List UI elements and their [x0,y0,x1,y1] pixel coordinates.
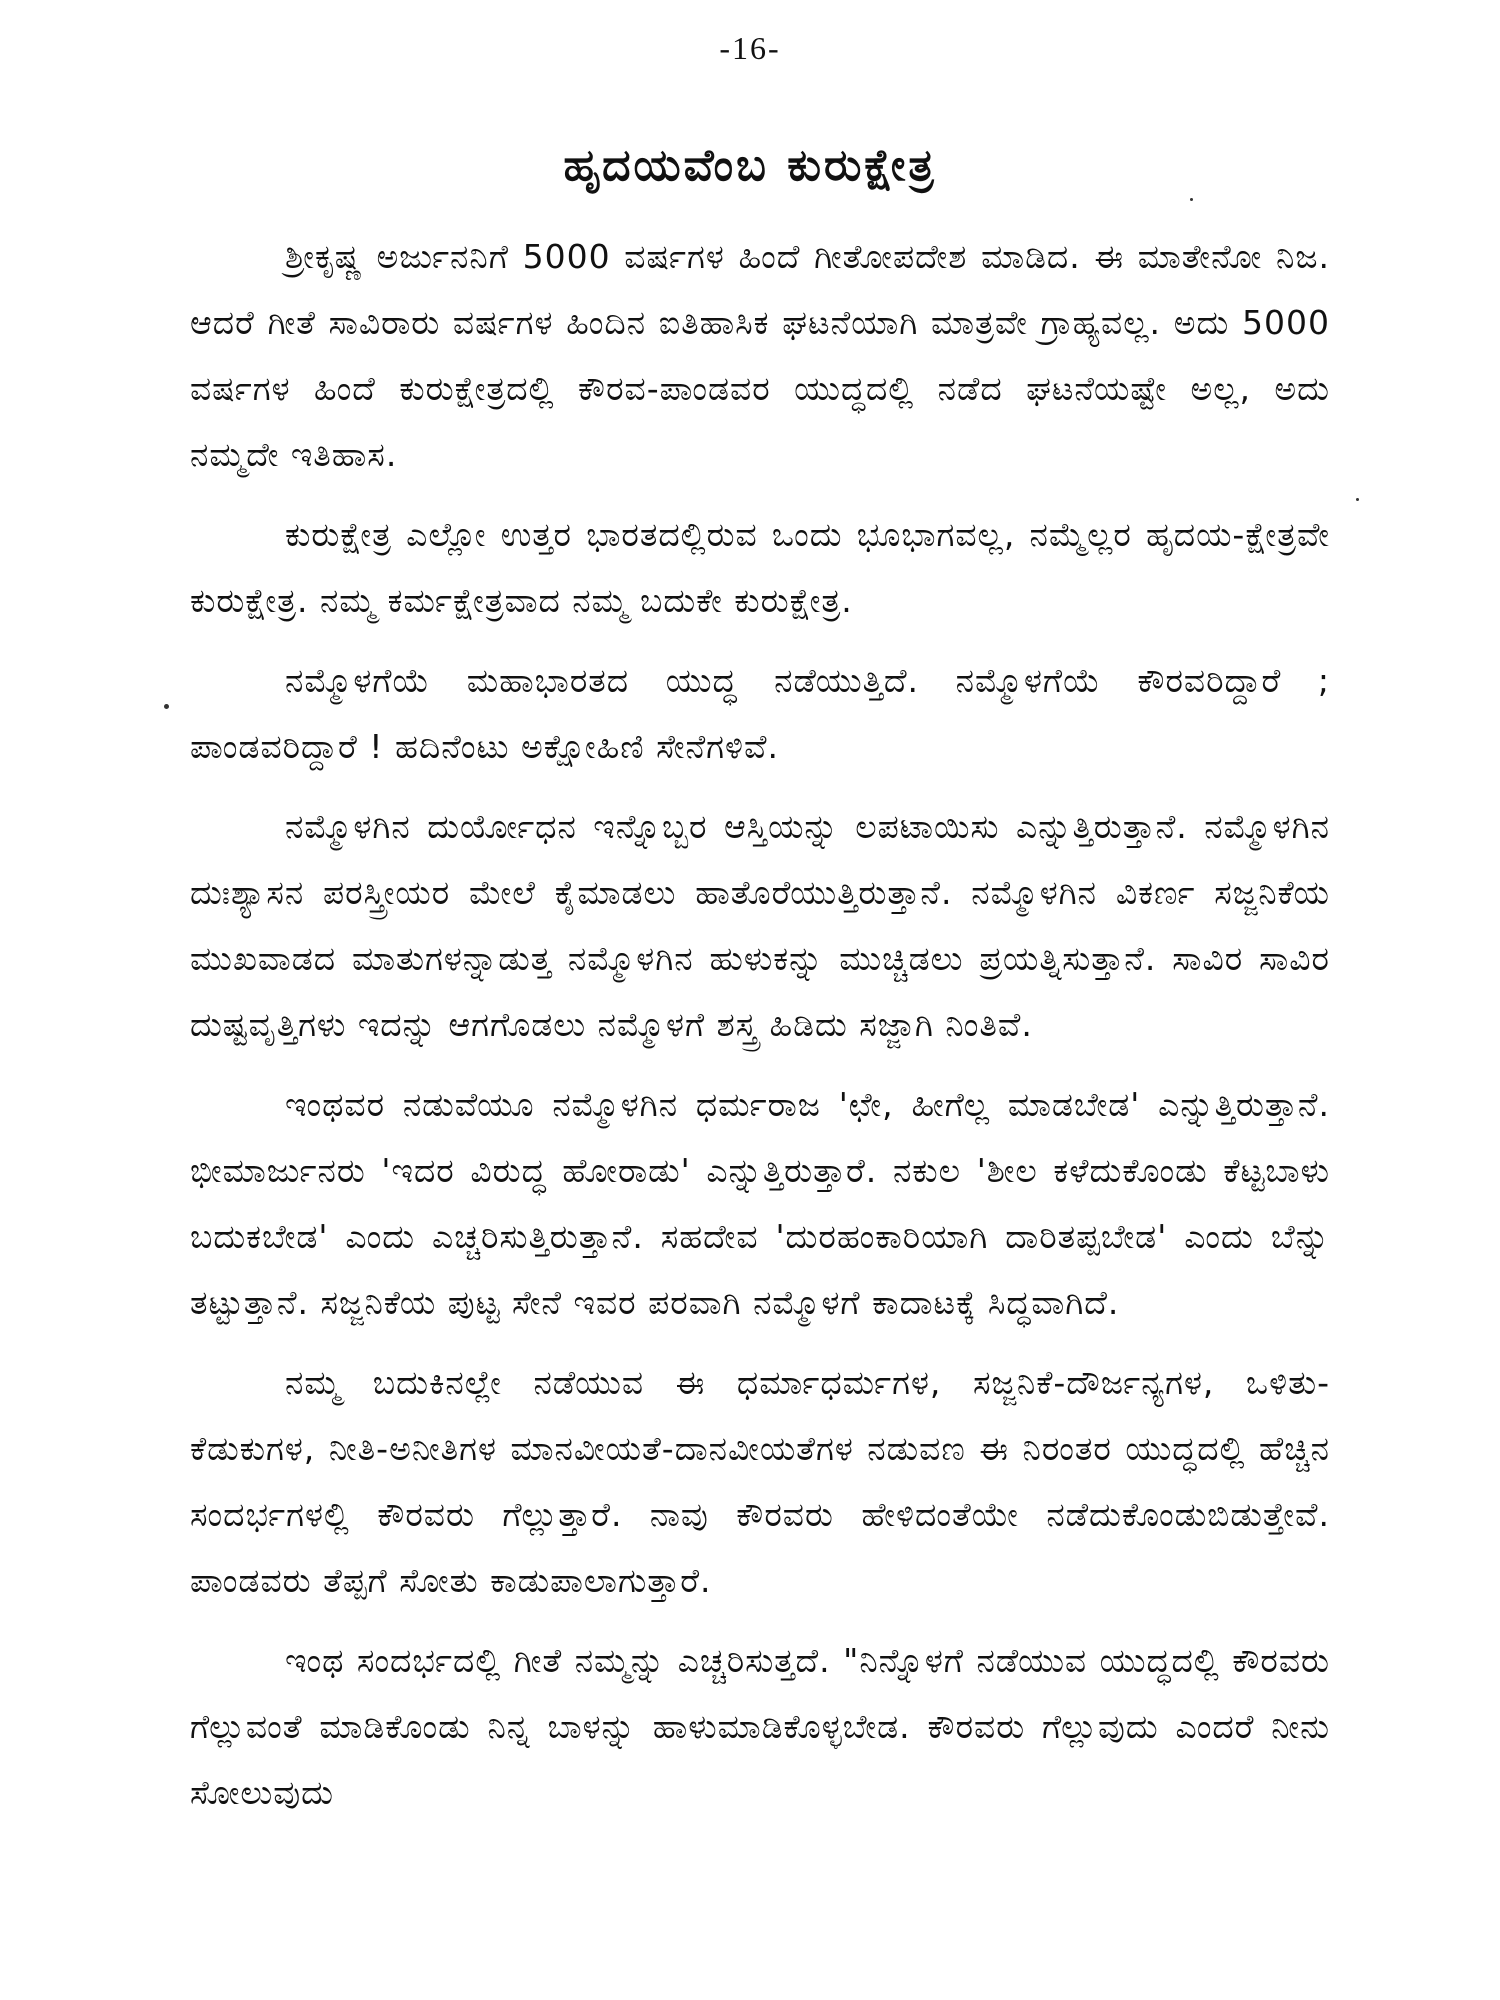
paragraph: ನಮ್ಮೊಳಗಿನ ದುರ್ಯೋಧನ ಇನ್ನೊಬ್ಬರ ಆಸ್ತಿಯನ್ನು ಲಪಟಾಯಿಸು ಎನ್ನುತ್ತಿರುತ್ತಾನೆ. ನಮ್ಮೊಳಗಿನ ದುಃಶ್ಯಾಸನ ಪರಸ್ತ್ರೀಯರ ಮೇಲೆ ಕೈಮಾಡಲು ಹಾತೊರೆಯುತ್ತಿರುತ್ತಾನೆ. ನಮ್ಮೊಳಗಿನ ವಿಕರ್ಣ ಸಜ್ಜನಿಕೆಯ ಮುಖವಾಡದ ಮಾತುಗಳನ್ನಾಡುತ್ತ ನಮ್ಮೊಳಗಿನ ಹುಳುಕನ್ನು ಮುಚ್ಚಿಡಲು ಪ್ರಯತ್ನಿಸುತ್ತಾನೆ. ಸಾವಿರ ಸಾವಿರ ದುಷ್ಟವೃತ್ತಿಗಳು ಇದನ್ನು ಆಗಗೊಡಲು ನಮ್ಮೊಳಗೆ ಶಸ್ತ್ರ ಹಿಡಿದು ಸಜ್ಜಾಗಿ ನಿಂತಿವೆ. [190,807,1330,1044]
paragraph: ಇಂಥ ಸಂದರ್ಭದಲ್ಲಿ ಗೀತೆ ನಮ್ಮನ್ನು ಎಚ್ಚರಿಸುತ್ತದೆ. "ನಿನ್ನೊಳಗೆ ನಡೆಯುವ ಯುದ್ಧದಲ್ಲಿ ಕೌರವರು ಗೆಲ್ಲುವಂತೆ ಮಾಡಿಕೊಂಡು ನಿನ್ನ ಬಾಳನ್ನು ಹಾಳುಮಾಡಿಕೊಳ್ಳಬೇಡ. ಕೌರವರು ಗೆಲ್ಲುವುದು ಎಂದರೆ ನೀನು ಸೋಲುವುದು [190,1641,1330,1812]
paragraph: ಶ್ರೀಕೃಷ್ಣ ಅರ್ಜುನನಿಗೆ 5000 ವರ್ಷಗಳ ಹಿಂದೆ ಗೀತೋಪದೇಶ ಮಾಡಿದ. ಈ ಮಾತೇನೋ ನಿಜ. ಆದರೆ ಗೀತೆ ಸಾವಿರಾರು ವರ್ಷಗಳ ಹಿಂದಿನ ಐತಿಹಾಸಿಕ ಘಟನೆಯಾಗಿ ಮಾತ್ರವೇ ಗ್ರಾಹ್ಯವಲ್ಲ. ಅದು 5000 ವರ್ಷಗಳ ಹಿಂದೆ ಕುರುಕ್ಷೇತ್ರದಲ್ಲಿ ಕೌರವ-ಪಾಂಡವರ ಯುದ್ಧದಲ್ಲಿ ನಡೆದ ಘಟನೆಯಷ್ಟೇ ಅಲ್ಲ, ಅದು ನಮ್ಮದೇ ಇತಿಹಾಸ. [190,237,1330,474]
paragraph: ನಮ್ಮೊಳಗೆಯೆ ಮಹಾಭಾರತದ ಯುದ್ಧ ನಡೆಯುತ್ತಿದೆ. ನಮ್ಮೊಳಗೆಯೆ ಕೌರವರಿದ್ದಾರೆ ; ಪಾಂಡವರಿದ್ದಾರೆ ! ಹದಿನೆಂಟು ಅಕ್ಷೋಹಿಣಿ ಸೇನೆಗಳಿವೆ. [190,661,1330,766]
paragraph: ನಮ್ಮ ಬದುಕಿನಲ್ಲೇ ನಡೆಯುವ ಈ ಧರ್ಮಾಧರ್ಮಗಳ, ಸಜ್ಜನಿಕೆ-ದೌರ್ಜನ್ಯಗಳ, ಒಳಿತು-ಕೆಡುಕುಗಳ, ನೀತಿ-ಅನೀತಿಗಳ ಮಾನವೀಯತೆ-ದಾನವೀಯತೆಗಳ ನಡುವಣ ಈ ನಿರಂತರ ಯುದ್ಧದಲ್ಲಿ ಹೆಚ್ಚಿನ ಸಂದರ್ಭಗಳಲ್ಲಿ ಕೌರವರು ಗೆಲ್ಲುತ್ತಾರೆ. ನಾವು ಕೌರವರು ಹೇಳಿದಂತೆಯೇ ನಡೆದುಕೊಂಡುಬಿಡುತ್ತೇವೆ. ಪಾಂಡವರು ತೆಪ್ಪಗೆ ಸೋತು ಕಾಡುಪಾಲಾಗುತ್ತಾರೆ. [190,1363,1330,1600]
scan-speck [1356,498,1359,501]
page-title: ಹೃದಯವೆಂಬ ಕುರುಕ್ಷೇತ್ರ [563,140,937,191]
page-number: -16- [719,30,781,66]
paragraph: ಇಂಥವರ ನಡುವೆಯೂ ನಮ್ಮೊಳಗಿನ ಧರ್ಮರಾಜ 'ಛೇ, ಹೀಗೆಲ್ಲ ಮಾಡಬೇಡ' ಎನ್ನುತ್ತಿರುತ್ತಾನೆ. ಭೀಮಾರ್ಜುನರು 'ಇದರ ವಿರುದ್ಧ ಹೋರಾಡು' ಎನ್ನುತ್ತಿರುತ್ತಾರೆ. ನಕುಲ 'ಶೀಲ ಕಳೆದುಕೊಂಡು ಕೆಟ್ಟಬಾಳು ಬದುಕಬೇಡ' ಎಂದು ಎಚ್ಚರಿಸುತ್ತಿರುತ್ತಾನೆ. ಸಹದೇವ 'ದುರಹಂಕಾರಿಯಾಗಿ ದಾರಿತಪ್ಪಬೇಡ' ಎಂದು ಬೆನ್ನು ತಟ್ಟುತ್ತಾನೆ. ಸಜ್ಜನಿಕೆಯ ಪುಟ್ಟ ಸೇನೆ ಇವರ ಪರವಾಗಿ ನಮ್ಮೊಳಗೆ ಕಾದಾಟಕ್ಕೆ ಸಿದ್ಧವಾಗಿದೆ. [190,1085,1330,1322]
paragraph: ಕುರುಕ್ಷೇತ್ರ ಎಲ್ಲೋ ಉತ್ತರ ಭಾರತದಲ್ಲಿರುವ ಒಂದು ಭೂಭಾಗವಲ್ಲ, ನಮ್ಮೆಲ್ಲರ ಹೃದಯ-ಕ್ಷೇತ್ರವೇ ಕುರುಕ್ಷೇತ್ರ. ನಮ್ಮ ಕರ್ಮಕ್ಷೇತ್ರವಾದ ನಮ್ಮ ಬದುಕೇ ಕುರುಕ್ಷೇತ್ರ. [190,515,1330,620]
scan-speck [1190,198,1193,201]
scan-speck [164,704,169,709]
body-text [190,224,1330,1840]
